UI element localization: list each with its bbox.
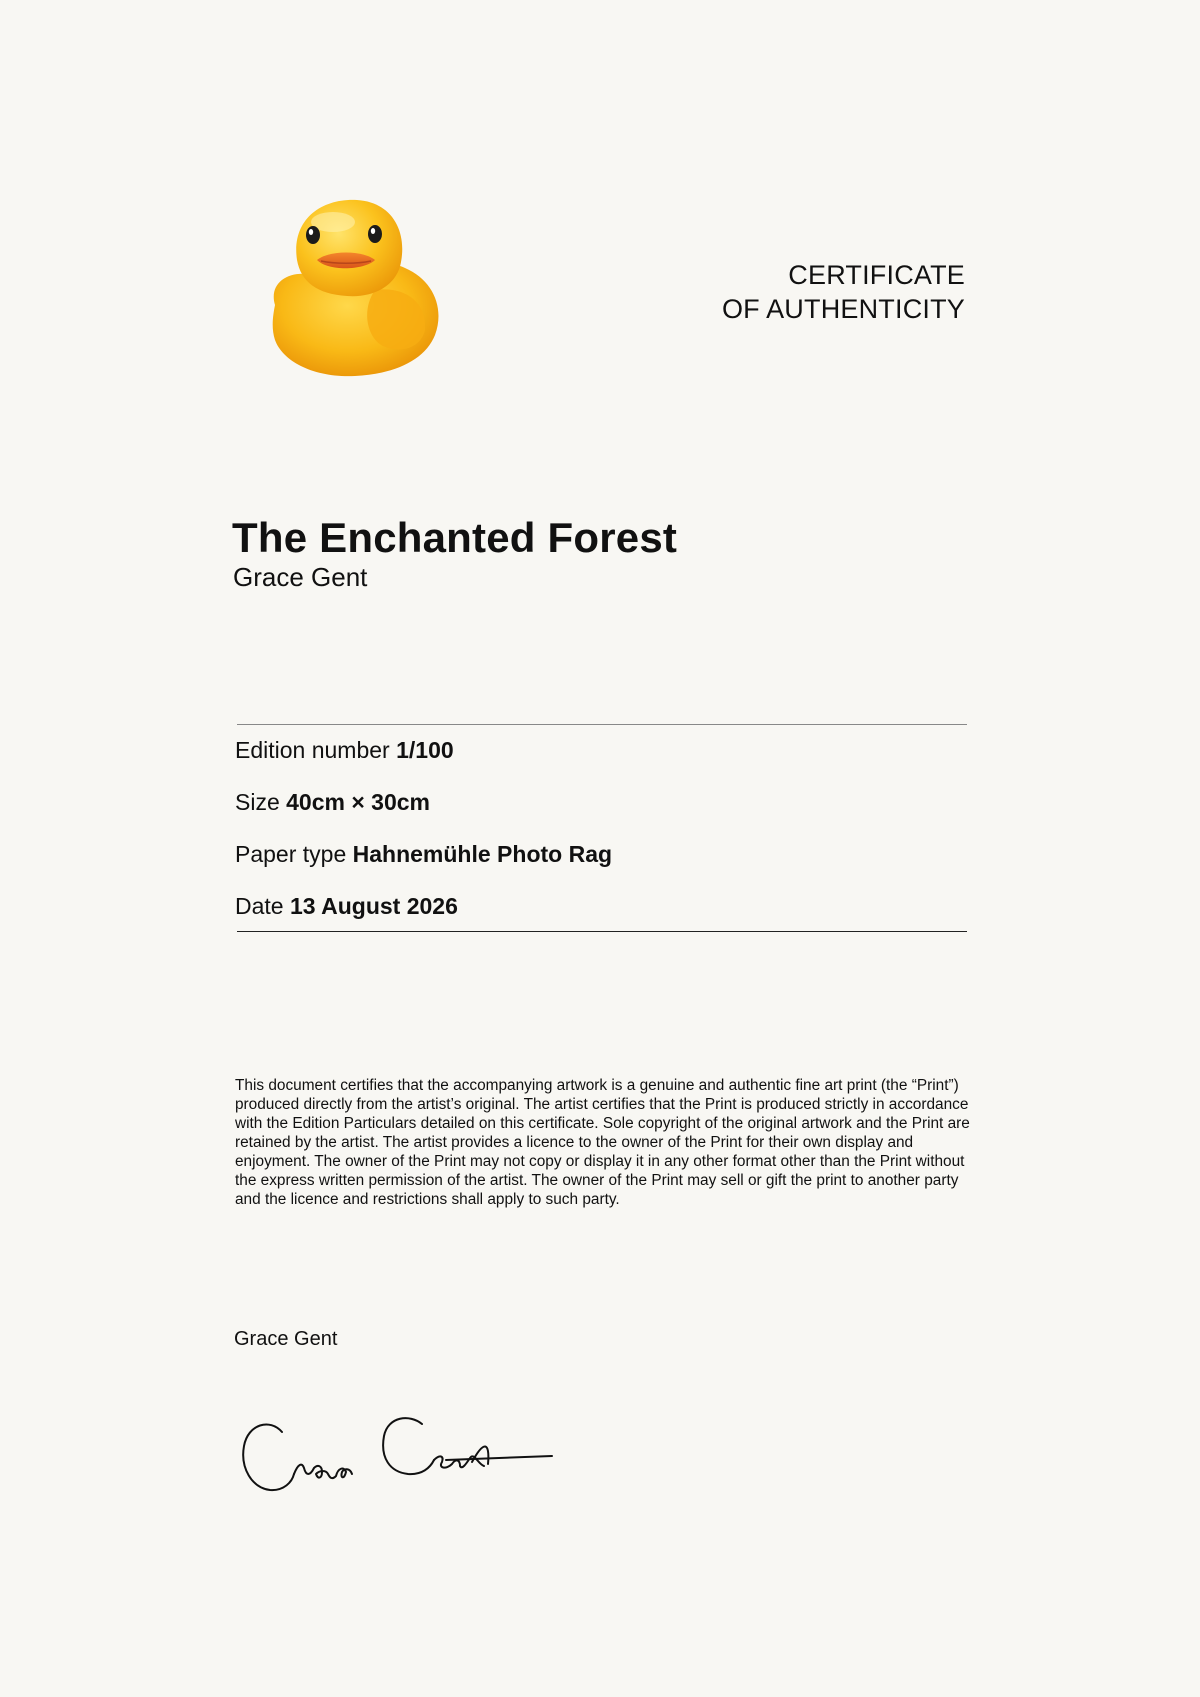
particular-row-edition — [235, 735, 975, 787]
particular-row-paper — [235, 839, 975, 891]
edition-particulars — [235, 735, 975, 943]
particular-row-date — [235, 891, 975, 943]
divider-top — [237, 724, 967, 725]
particular-value: 13 August 2026 — [289, 893, 458, 919]
divider-bottom — [237, 931, 967, 932]
artist-name: Grace Gent — [233, 562, 368, 592]
artwork-title: The Enchanted Forest — [232, 514, 678, 561]
particular-value: Hahnemühle Photo Rag — [352, 841, 613, 867]
particular-label: Paper type — [235, 841, 353, 867]
particular-value: 1/100 — [396, 737, 454, 763]
particular-row-size — [235, 787, 975, 839]
certificate-heading — [722, 258, 965, 326]
heading-line-2: OF AUTHENTICITY — [721, 294, 965, 324]
legal-statement: This document certifies that the accompanying artwork is a genuine and authentic fine art print (the “Print”) produced directly from the artist’s original. The artist certifies that the Print is produced strictly in accordance with the Edition Particulars detailed on this certificate. Sole copyright of the original artwork and the Print are retained by the artist. The artist provides a licence to the owner of the Print for their own display and enjoyment. The owner of the Print may not copy or display it in any other format other than the Print without the express written permission of the artist. The owner of the Print may sell or gift the print to another party and the licence and restrictions shall apply to such party. — [235, 1077, 970, 1209]
rubber-duck-icon — [255, 190, 455, 390]
particular-label: Edition number — [235, 737, 397, 763]
handwritten-signature — [240, 1410, 560, 1510]
particular-label: Date — [235, 893, 290, 919]
signatory-name: Grace Gent — [234, 1328, 338, 1350]
particular-value: 40cm × 30cm — [286, 789, 431, 815]
particular-label: Size — [235, 789, 287, 815]
heading-line-1: CERTIFICATE — [788, 260, 965, 290]
